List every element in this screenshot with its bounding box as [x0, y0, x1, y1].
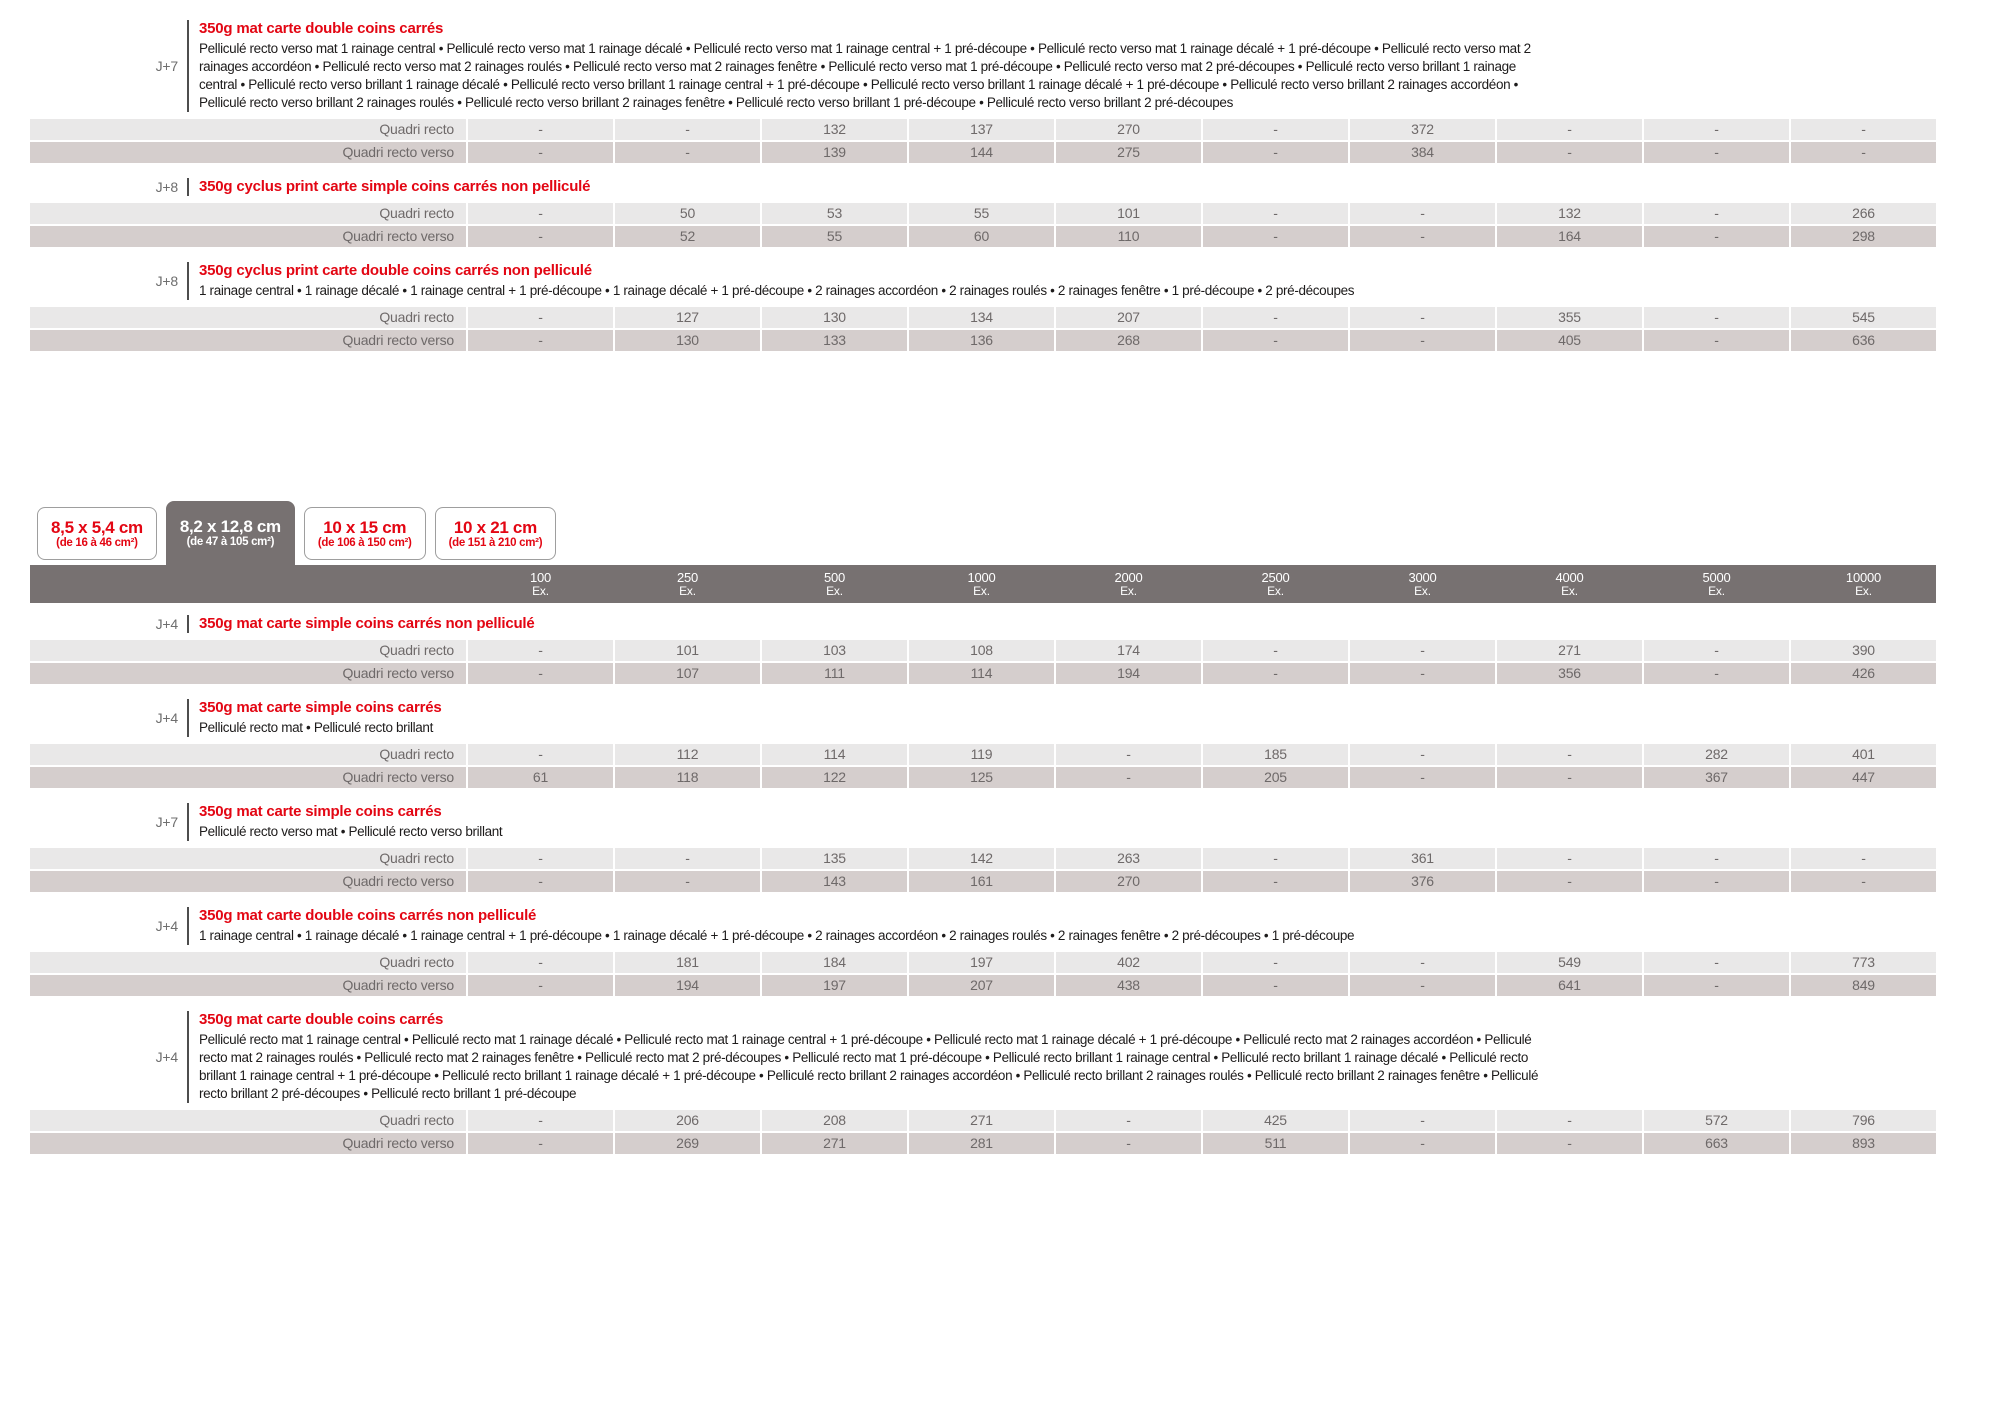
price-cell: - — [1791, 142, 1936, 163]
row-label: Quadri recto verso — [30, 330, 466, 351]
delay-label: J+4 — [155, 616, 178, 632]
row-label: Quadri recto verso — [30, 975, 466, 996]
product-title: 350g cyclus print carte simple coins carrés non pelliculé — [199, 178, 591, 195]
product-section-header — [30, 1011, 2000, 1103]
price-cell: 401 — [1791, 744, 1936, 765]
price-cell: 270 — [1056, 871, 1201, 892]
price-cell: - — [1350, 952, 1495, 973]
price-row — [30, 975, 2000, 996]
price-cell: 134 — [909, 307, 1054, 328]
price-cell: 53 — [762, 203, 907, 224]
product-section-text — [187, 907, 1354, 945]
price-cell: 55 — [762, 226, 907, 247]
price-cell: 390 — [1791, 640, 1936, 661]
size-tab-range: (de 47 à 105 cm²) — [186, 536, 275, 548]
price-cell: 119 — [909, 744, 1054, 765]
price-cell: 372 — [1350, 119, 1495, 140]
price-row — [30, 952, 2000, 973]
product-section-text — [187, 1011, 1544, 1103]
price-cell: 269 — [615, 1133, 760, 1154]
price-cell: - — [468, 952, 613, 973]
product-section — [30, 1011, 2000, 1154]
row-label: Quadri recto verso — [30, 142, 466, 163]
price-cell: 101 — [615, 640, 760, 661]
price-cell: - — [1644, 142, 1789, 163]
price-cell: 185 — [1203, 744, 1348, 765]
price-cell: - — [468, 871, 613, 892]
row-label: Quadri recto verso — [30, 663, 466, 684]
price-cell: - — [1497, 142, 1642, 163]
price-cell: - — [1350, 744, 1495, 765]
price-cell: 266 — [1791, 203, 1936, 224]
quantity-header-cell — [1791, 571, 1936, 598]
price-cell: 361 — [1350, 848, 1495, 869]
product-section-header — [30, 803, 2000, 841]
price-cell: 130 — [762, 307, 907, 328]
size-tab-range: (de 106 à 150 cm²) — [317, 536, 412, 549]
price-cell: 641 — [1497, 975, 1642, 996]
product-section — [30, 907, 2000, 996]
price-rows — [30, 848, 2000, 892]
price-cell: 298 — [1791, 226, 1936, 247]
quantity-header-cell — [1644, 571, 1789, 598]
price-rows — [30, 307, 2000, 351]
delay-label: J+7 — [155, 58, 178, 74]
price-cell: 108 — [909, 640, 1054, 661]
bottom-sections — [30, 615, 2000, 1154]
price-cell: 139 — [762, 142, 907, 163]
price-cell: - — [1644, 871, 1789, 892]
price-row — [30, 203, 2000, 224]
quantity-unit: Ex. — [1561, 583, 1578, 598]
product-section — [30, 803, 2000, 892]
price-cell: 425 — [1203, 1110, 1348, 1131]
product-section — [30, 20, 2000, 163]
price-cell: 103 — [762, 640, 907, 661]
price-cell: 355 — [1497, 307, 1642, 328]
price-row — [30, 226, 2000, 247]
price-cell: 205 — [1203, 767, 1348, 788]
quantity-value: 100 — [529, 569, 552, 585]
price-cell: 549 — [1497, 952, 1642, 973]
price-row — [30, 330, 2000, 351]
price-cell: 197 — [762, 975, 907, 996]
row-label: Quadri recto verso — [30, 871, 466, 892]
price-cell: 144 — [909, 142, 1054, 163]
delay-label: J+8 — [155, 273, 178, 289]
quantity-unit: Ex. — [679, 583, 696, 598]
price-cell: 796 — [1791, 1110, 1936, 1131]
quantity-value: 250 — [676, 569, 699, 585]
price-cell: 426 — [1791, 663, 1936, 684]
price-cell: - — [1644, 203, 1789, 224]
quantity-value: 500 — [823, 569, 846, 585]
price-cell: 663 — [1644, 1133, 1789, 1154]
price-cell: - — [1644, 663, 1789, 684]
price-cell: - — [1056, 767, 1201, 788]
size-tab-label: 10 x 21 cm — [453, 517, 537, 537]
product-title: 350g mat carte double coins carrés non pelliculé — [199, 907, 537, 924]
quantity-value: 4000 — [1555, 569, 1584, 585]
price-cell: 275 — [1056, 142, 1201, 163]
price-cell: 849 — [1791, 975, 1936, 996]
quantity-header-cell — [1350, 571, 1495, 598]
price-cell: - — [1644, 330, 1789, 351]
price-cell: 136 — [909, 330, 1054, 351]
price-row — [30, 663, 2000, 684]
quantity-unit: Ex. — [1855, 583, 1872, 598]
size-tab[interactable] — [166, 501, 295, 565]
price-cell: 107 — [615, 663, 760, 684]
price-cell: 174 — [1056, 640, 1201, 661]
price-cell: - — [1056, 1110, 1201, 1131]
price-row — [30, 119, 2000, 140]
price-cell: 402 — [1056, 952, 1201, 973]
product-section — [30, 699, 2000, 788]
price-cell: - — [1497, 1133, 1642, 1154]
price-cell: - — [468, 226, 613, 247]
price-row — [30, 142, 2000, 163]
quantity-header-cell — [468, 571, 613, 598]
price-cell: - — [468, 975, 613, 996]
product-description: 1 rainage central • 1 rainage décalé • 1 rainage central + 1 pré-découpe • 1 rainage décalé + 1 pré-découpe • 2 rainages accordéon • 2 rainages roulés • 2 rainages fenêtre • 2 pré-découpes • 1 pré-découpe — [199, 928, 1355, 943]
price-cell: 111 — [762, 663, 907, 684]
quantity-header-cell — [1056, 571, 1201, 598]
price-cell: - — [468, 142, 613, 163]
price-cell: - — [468, 119, 613, 140]
price-rows — [30, 952, 2000, 996]
price-cell: 367 — [1644, 767, 1789, 788]
quantity-value: 3000 — [1408, 569, 1437, 585]
price-rows — [30, 119, 2000, 163]
quantity-header-cell — [1203, 571, 1348, 598]
row-label: Quadri recto — [30, 744, 466, 765]
price-cell: - — [1644, 640, 1789, 661]
quantity-header-row — [30, 565, 1936, 603]
price-cell: - — [1497, 1110, 1642, 1131]
price-cell: 206 — [615, 1110, 760, 1131]
product-description: Pelliculé recto mat 1 rainage central • Pelliculé recto mat 1 rainage décalé • Pelliculé recto mat 1 rainage central + 1 pré-découpe • Pelliculé recto mat 1 rainage décalé + 1 pré-découpe • Pelliculé recto mat 2 rainages accordéon • Pelliculé recto mat 2 rainages roulés • Pelliculé recto mat 2 rainages fenêtre • Pelliculé recto mat 2 pré-découpes • Pelliculé recto mat 1 pré-découpe • Pelliculé recto brillant 1 rainage central • Pelliculé recto brillant 1 rainage décalé • Pelliculé recto brillant 1 rainage central + 1 pré-découpe • Pelliculé recto brillant 1 rainage décalé + 1 pré-découpe • Pelliculé recto brillant 2 rainages accordéon • Pelliculé recto brillant 2 rainages roulés • Pelliculé recto brillant 2 rainages fenêtre • Pelliculé recto brillant 2 pré-découpes • Pelliculé recto brillant 1 pré-découpe — [199, 1032, 1539, 1101]
size-tab-label: 8,2 x 12,8 cm — [179, 517, 281, 536]
size-tab-label: 8,5 x 5,4 cm — [51, 517, 143, 537]
product-title: 350g cyclus print carte double coins carrés non pelliculé — [199, 262, 592, 279]
price-cell: - — [1497, 871, 1642, 892]
delay-label: J+4 — [155, 710, 178, 726]
row-label: Quadri recto — [30, 119, 466, 140]
price-cell: 545 — [1791, 307, 1936, 328]
price-cell: - — [1203, 226, 1348, 247]
price-cell: 52 — [615, 226, 760, 247]
quantity-value: 10000 — [1845, 569, 1882, 585]
quantity-value: 2500 — [1261, 569, 1290, 585]
product-title: 350g mat carte simple coins carrés — [199, 699, 442, 716]
row-label: Quadri recto — [30, 848, 466, 869]
price-cell: 572 — [1644, 1110, 1789, 1131]
price-rows — [30, 1110, 2000, 1154]
price-cell: - — [615, 848, 760, 869]
price-cell: - — [1350, 1133, 1495, 1154]
price-cell: 271 — [909, 1110, 1054, 1131]
price-row — [30, 1133, 2000, 1154]
price-cell: 125 — [909, 767, 1054, 788]
price-cell: - — [1791, 871, 1936, 892]
price-cell: 270 — [1056, 119, 1201, 140]
price-cell: - — [468, 663, 613, 684]
price-cell: - — [468, 640, 613, 661]
price-row — [30, 767, 2000, 788]
price-cell: - — [1644, 848, 1789, 869]
price-cell: 101 — [1056, 203, 1201, 224]
product-title: 350g mat carte simple coins carrés — [199, 803, 442, 820]
price-cell: - — [468, 307, 613, 328]
price-cell: 356 — [1497, 663, 1642, 684]
quantity-value: 2000 — [1114, 569, 1143, 585]
size-tab-range: (de 151 à 210 cm²) — [448, 536, 543, 549]
delay-label: J+4 — [155, 1049, 178, 1065]
price-cell: 181 — [615, 952, 760, 973]
price-cell: 55 — [909, 203, 1054, 224]
row-label: Quadri recto verso — [30, 1133, 466, 1154]
price-cell: 376 — [1350, 871, 1495, 892]
price-cell: - — [615, 119, 760, 140]
product-section — [30, 178, 2000, 247]
price-cell: - — [468, 1110, 613, 1131]
price-cell: - — [1350, 203, 1495, 224]
price-cell: - — [468, 848, 613, 869]
price-cell: - — [1497, 119, 1642, 140]
price-row — [30, 640, 2000, 661]
row-label: Quadri recto — [30, 203, 466, 224]
quantity-header-cell — [762, 571, 907, 598]
size-tab[interactable] — [435, 507, 557, 560]
top-sections — [30, 20, 2000, 351]
price-cell: - — [1350, 640, 1495, 661]
delay-label: J+7 — [155, 814, 178, 830]
size-tab-range: (de 16 à 46 cm²) — [56, 536, 138, 549]
price-cell: 135 — [762, 848, 907, 869]
product-section-text — [187, 803, 502, 841]
price-cell: - — [615, 871, 760, 892]
price-cell: 60 — [909, 226, 1054, 247]
price-cell: - — [1497, 744, 1642, 765]
product-section-header — [30, 699, 2000, 737]
price-cell: 137 — [909, 119, 1054, 140]
price-cell: 50 — [615, 203, 760, 224]
product-description: Pelliculé recto verso mat 1 rainage central • Pelliculé recto verso mat 1 rainage décalé • Pelliculé recto verso mat 1 rainage central + 1 pré-découpe • Pelliculé recto verso mat 1 rainage décalé + 1 pré-découpe • Pelliculé recto verso mat 2 rainages accordéon • Pelliculé recto verso mat 2 rainages roulés • Pelliculé recto verso mat 2 rainages fenêtre • Pelliculé recto verso mat 1 pré-découpe • Pelliculé recto verso mat 2 pré-découpes • Pelliculé recto verso brillant 1 rainage central • Pelliculé recto verso brillant 1 rainage décalé • Pelliculé recto verso brillant 1 rainage central + 1 pré-découpe • Pelliculé recto verso brillant 1 rainage décalé + 1 pré-découpe • Pelliculé recto verso brillant 2 rainages accordéon • Pelliculé recto verso brillant 2 rainages roulés • Pelliculé recto verso brillant 2 rainages fenêtre • Pelliculé recto verso brillant 1 pré-découpe • Pelliculé recto verso brillant 2 pré-découpes — [199, 41, 1531, 110]
quantity-value: 1000 — [967, 569, 996, 585]
price-cell: - — [1056, 1133, 1201, 1154]
quantity-unit: Ex. — [826, 583, 843, 598]
price-cell: 122 — [762, 767, 907, 788]
price-cell: - — [1644, 119, 1789, 140]
price-cell: - — [1203, 119, 1348, 140]
price-cell: - — [1203, 663, 1348, 684]
price-cell: - — [1056, 744, 1201, 765]
product-section-text — [187, 178, 590, 196]
price-cell: 405 — [1497, 330, 1642, 351]
price-cell: - — [1203, 975, 1348, 996]
product-section-header — [30, 615, 2000, 633]
product-section-header — [30, 907, 2000, 945]
price-cell: - — [1497, 848, 1642, 869]
price-cell: - — [1203, 307, 1348, 328]
price-cell: 511 — [1203, 1133, 1348, 1154]
product-description: Pelliculé recto verso mat • Pelliculé recto verso brillant — [199, 824, 503, 839]
price-cell: 281 — [909, 1133, 1054, 1154]
price-cell: 271 — [1497, 640, 1642, 661]
price-cell: - — [1644, 307, 1789, 328]
price-cell: - — [1791, 119, 1936, 140]
price-rows — [30, 744, 2000, 788]
quantity-header-cell — [1497, 571, 1642, 598]
row-label: Quadri recto — [30, 952, 466, 973]
price-cell: 268 — [1056, 330, 1201, 351]
product-section-header — [30, 178, 2000, 196]
price-cell: - — [1350, 226, 1495, 247]
product-section-header — [30, 262, 2000, 300]
quantity-unit: Ex. — [532, 583, 549, 598]
price-cell: 143 — [762, 871, 907, 892]
price-row — [30, 307, 2000, 328]
price-row — [30, 744, 2000, 765]
price-cell: - — [1203, 203, 1348, 224]
price-cell: - — [468, 744, 613, 765]
price-cell: 893 — [1791, 1133, 1936, 1154]
product-title: 350g mat carte simple coins carrés non pelliculé — [199, 615, 535, 632]
price-rows — [30, 640, 2000, 684]
price-cell: 438 — [1056, 975, 1201, 996]
price-cell: - — [1350, 330, 1495, 351]
price-cell: 263 — [1056, 848, 1201, 869]
price-cell: 132 — [1497, 203, 1642, 224]
product-section-text — [187, 20, 1544, 112]
price-cell: - — [1791, 848, 1936, 869]
size-tab[interactable] — [37, 507, 157, 560]
size-tabs — [30, 501, 2000, 565]
price-cell: 384 — [1350, 142, 1495, 163]
quantity-value: 5000 — [1702, 569, 1731, 585]
price-cell: 161 — [909, 871, 1054, 892]
price-cell: 207 — [1056, 307, 1201, 328]
price-cell: - — [1350, 767, 1495, 788]
price-cell: 164 — [1497, 226, 1642, 247]
price-cell: - — [615, 142, 760, 163]
quantity-unit: Ex. — [1120, 583, 1137, 598]
price-cell: - — [1203, 848, 1348, 869]
price-cell: - — [1203, 640, 1348, 661]
price-cell: - — [1203, 952, 1348, 973]
quantity-unit: Ex. — [973, 583, 990, 598]
size-tab-label: 10 x 15 cm — [323, 517, 407, 537]
row-label: Quadri recto verso — [30, 767, 466, 788]
price-cell: - — [1644, 952, 1789, 973]
price-cell: - — [1350, 663, 1495, 684]
delay-label: J+4 — [155, 918, 178, 934]
price-cell: - — [1203, 142, 1348, 163]
product-section-text — [187, 699, 442, 737]
size-tab[interactable] — [304, 507, 426, 560]
price-cell: - — [468, 330, 613, 351]
delay-label: J+8 — [155, 179, 178, 195]
price-cell: 184 — [762, 952, 907, 973]
price-row — [30, 848, 2000, 869]
price-cell: - — [468, 203, 613, 224]
price-cell: 773 — [1791, 952, 1936, 973]
product-description: 1 rainage central • 1 rainage décalé • 1 rainage central + 1 pré-découpe • 1 rainage décalé + 1 pré-découpe • 2 rainages accordéon • 2 rainages roulés • 2 rainages fenêtre • 1 pré-découpe • 2 pré-découpes — [199, 283, 1355, 298]
price-cell: - — [1350, 975, 1495, 996]
price-cell: 110 — [1056, 226, 1201, 247]
price-cell: 132 — [762, 119, 907, 140]
quantity-unit: Ex. — [1708, 583, 1725, 598]
price-cell: - — [1350, 307, 1495, 328]
product-description: Pelliculé recto mat • Pelliculé recto brillant — [199, 720, 433, 735]
price-cell: - — [1350, 1110, 1495, 1131]
price-cell: 130 — [615, 330, 760, 351]
price-cell: 61 — [468, 767, 613, 788]
price-cell: 207 — [909, 975, 1054, 996]
product-section-text — [187, 262, 1354, 300]
price-cell: - — [1203, 871, 1348, 892]
price-cell: - — [1497, 767, 1642, 788]
price-cell: 636 — [1791, 330, 1936, 351]
price-cell: - — [1203, 330, 1348, 351]
price-row — [30, 871, 2000, 892]
price-cell: 133 — [762, 330, 907, 351]
price-cell: 114 — [909, 663, 1054, 684]
price-cell: - — [1644, 975, 1789, 996]
price-cell: 271 — [762, 1133, 907, 1154]
quantity-header-cell — [909, 571, 1054, 598]
quantity-header-cell — [615, 571, 760, 598]
price-row — [30, 1110, 2000, 1131]
row-label: Quadri recto — [30, 1110, 466, 1131]
price-cell: 118 — [615, 767, 760, 788]
price-cell: 194 — [615, 975, 760, 996]
price-cell: 112 — [615, 744, 760, 765]
price-cell: 208 — [762, 1110, 907, 1131]
quantity-unit: Ex. — [1267, 583, 1284, 598]
price-rows — [30, 203, 2000, 247]
price-cell: - — [1644, 226, 1789, 247]
price-cell: 114 — [762, 744, 907, 765]
product-title: 350g mat carte double coins carrés — [199, 1011, 444, 1028]
price-cell: 194 — [1056, 663, 1201, 684]
price-cell: 197 — [909, 952, 1054, 973]
price-cell: - — [468, 1133, 613, 1154]
row-label: Quadri recto — [30, 640, 466, 661]
product-section — [30, 262, 2000, 351]
product-section — [30, 615, 2000, 684]
row-label: Quadri recto verso — [30, 226, 466, 247]
price-cell: 127 — [615, 307, 760, 328]
product-title: 350g mat carte double coins carrés — [199, 20, 444, 37]
price-cell: 142 — [909, 848, 1054, 869]
price-cell: 447 — [1791, 767, 1936, 788]
row-label: Quadri recto — [30, 307, 466, 328]
price-cell: 282 — [1644, 744, 1789, 765]
product-section-text — [187, 615, 535, 633]
product-section-header — [30, 20, 2000, 112]
quantity-unit: Ex. — [1414, 583, 1431, 598]
